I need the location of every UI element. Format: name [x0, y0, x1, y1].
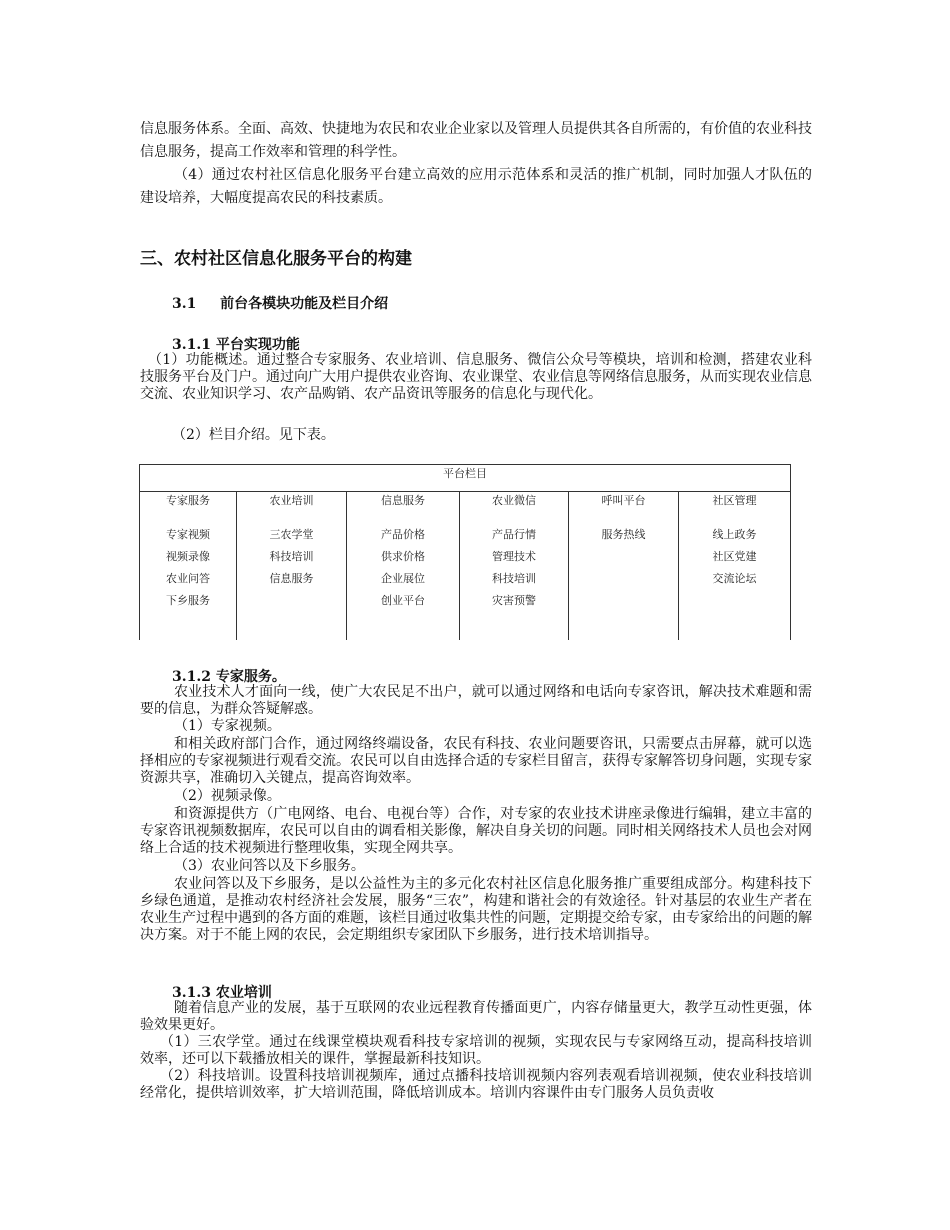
table-cell: 专家视频 [166, 528, 210, 541]
table-cell: 企业展位 [381, 572, 425, 585]
expert-video-paragraph: 和相关政府部门合作，通过网络终端设备，农民有科技、农业问题要咨讯，只需要点击屏幕，就可以选择相应的专家视频进行观看交流。农民可以自由选择合适的专家栏目留言，获得专家解答切身问题，实现专家资源共享，准确切入关键点，提高咨询效率。 [140, 736, 812, 786]
table-cell: 信息服务 [269, 572, 314, 585]
sannong-classroom-paragraph: （1）三农学堂。通过在线课堂模块观看科技专家培训的视频，实现农民与专家网络互动，提高科技培训效率，还可以下载播放相关的课件，掌握最新科技知识。 [140, 1034, 812, 1067]
column-items-call-platform [569, 524, 679, 640]
column-items-info-service [347, 524, 460, 640]
column-header-agri-training: 农业培训 [237, 492, 347, 525]
section-3-heading: 三、农村社区信息化服务平台的构建 [140, 249, 412, 269]
column-intro-paragraph: （2）栏目介绍。见下表。 [172, 427, 335, 443]
table-cell: 供求价格 [381, 550, 425, 563]
table-cell: 下乡服务 [166, 594, 210, 607]
tech-training-paragraph: （2）科技培训。设置科技培训视频库，通过点播科技培训视频内容列表观看培训视频，使农业科技培训经常化，提供培训效率，扩大培训范围，降低培训成本。培训内容课件由专门服务人员负责收 [140, 1068, 812, 1101]
table-cell: 产品价格 [381, 528, 425, 541]
platform-columns-table [139, 464, 791, 640]
qa-and-rural-service-heading: （3）农业问答以及下乡服务。 [174, 858, 365, 874]
column-items-expert-service [140, 524, 237, 640]
table-title: 平台栏目 [140, 465, 791, 492]
video-recording-heading: （2）视频录像。 [174, 788, 281, 804]
column-items-agri-training [237, 524, 347, 640]
column-header-info-service: 信息服务 [347, 492, 460, 525]
table-cell: 社区党建 [712, 550, 757, 563]
table-cell: 交流论坛 [712, 572, 757, 585]
column-header-community-management: 社区管理 [679, 492, 791, 525]
agri-training-intro-paragraph: 随着信息产业的发展，基于互联网的农业远程教育传播面更广，内容存储量更大，教学互动性更强，体验效果更好。 [140, 1000, 812, 1033]
video-recording-paragraph: 和资源提供方（广电网络、电台、电视台等）合作，对专家的农业技术讲座录像进行编辑，建立丰富的专家咨讯视频数据库，农民可以自由的调看相关影像，解决自身关切的问题。同时相关网络技术人员也会对网络上合适的技术视频进行整理收集，实现全网共享。 [140, 806, 812, 856]
expert-video-heading: （1）专家视频。 [174, 718, 281, 734]
table-cell: 视频录像 [166, 550, 210, 563]
column-header-agri-wechat: 农业微信 [460, 492, 569, 525]
section-3-1-1-heading: 3.1.1 平台实现功能 [172, 337, 300, 353]
section-3-1-2-heading: 3.1.2 专家服务。 [172, 669, 286, 685]
column-items-agri-wechat [460, 524, 569, 640]
column-header-call-platform: 呼叫平台 [569, 492, 679, 525]
table-cell: 管理技术 [492, 550, 536, 563]
column-header-expert-service: 专家服务 [140, 492, 237, 525]
intro-paragraph: 信息服务体系。全面、高效、快捷地为农民和农业企业家以及管理人员提供其各自所需的，有价值的农业科技信息服务，提高工作效率和管理的科学性。 [140, 121, 812, 160]
function-overview-paragraph: （1）功能概述。通过整合专家服务、农业培训、信息服务、微信公众号等模块，培训和检测，搭建农业科技服务平台及门户。通过向广大用户提供农业咨询、农业课堂、农业信息等网络信息服务，从而实现农业信息交流、农业知识学习、农产品购销、农产品资讯等服务的信息化与现代化。 [140, 352, 812, 402]
table-cell: 科技培训 [269, 550, 314, 563]
point-4-paragraph: （4）通过农村社区信息化服务平台建立高效的应用示范体系和灵活的推广机制，同时加强人才队伍的建设培养，大幅度提高农民的科技素质。 [140, 167, 812, 206]
table-cell: 服务热线 [601, 528, 646, 541]
table-cell: 三农学堂 [269, 528, 314, 541]
table-cell: 产品行情 [492, 528, 536, 541]
section-3-1-3-heading: 3.1.3 农业培训 [172, 985, 272, 1001]
table-cell: 灾害预警 [492, 594, 536, 607]
table-cell: 科技培训 [492, 572, 536, 585]
expert-service-intro-paragraph: 农业技术人才面向一线，使广大农民足不出户，就可以通过网络和电话向专家咨讯，解决技术难题和需要的信息，为群众答疑解惑。 [140, 684, 812, 717]
column-items-community-management [679, 524, 791, 640]
table-cell: 线上政务 [712, 528, 757, 541]
section-3-1-heading: 3.1 前台各模块功能及栏目介绍 [172, 296, 389, 312]
qa-and-rural-service-paragraph: 农业问答以及下乡服务，是以公益性为主的多元化农村社区信息化服务推广重要组成部分。构建科技下乡绿色通道，是推动农村经济社会发展，服务“三农”，构建和谐社会的有效途径。针对基层的农业生产者在农业生产过程中遇到的各方面的难题，该栏目通过收集共性的问题，定期提交给专家，由专家给出的问题的解决方案。对于不能上网的农民，会定期组织专家团队下乡服务，进行技术培训指导。 [140, 876, 812, 943]
table-cell: 创业平台 [381, 594, 425, 607]
table-cell: 农业问答 [166, 572, 210, 585]
